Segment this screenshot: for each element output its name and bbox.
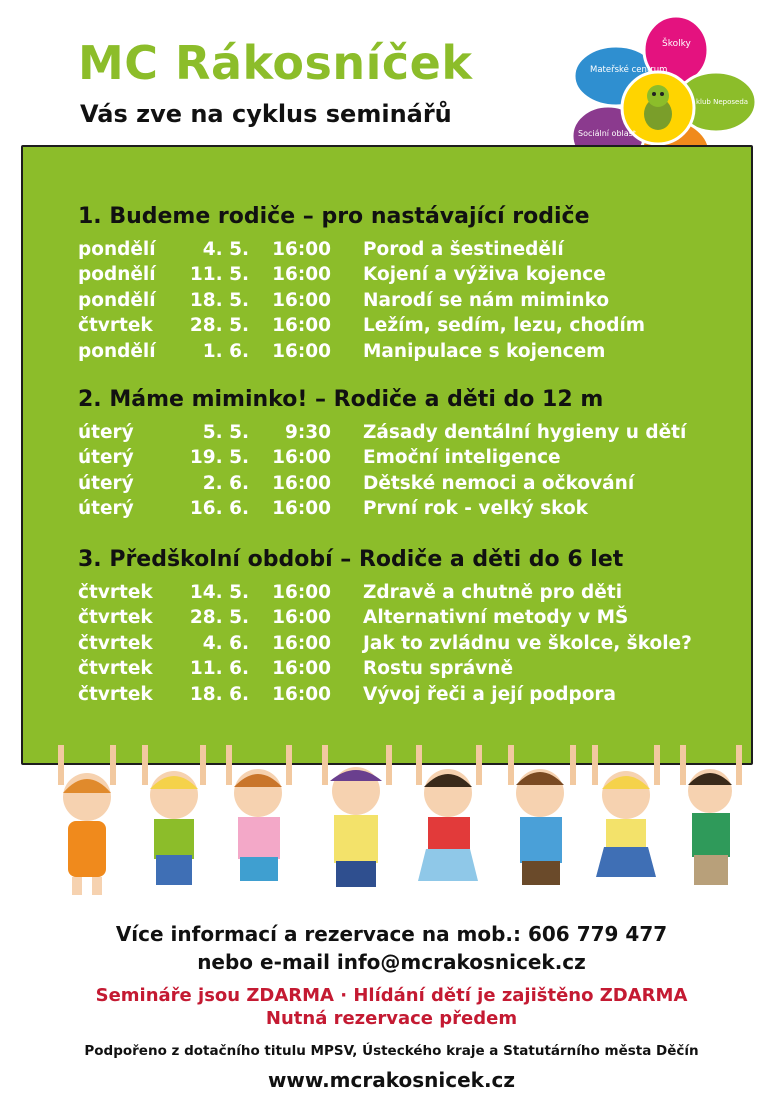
row-date: 18. 6. [189,683,249,705]
schedule-panel [21,145,753,765]
kid-5-illustration [416,745,482,881]
row-topic: Dětské nemoci a očkování [363,472,635,494]
section-3 [78,547,692,709]
free-notice: Semináře jsou ZDARMA · Hlídání dětí je zajištěno ZDARMA [95,985,688,1006]
row-topic: Porod a šestinedělí [363,239,564,260]
row-time: 16:00 [272,264,331,286]
page-subtitle: Vás zve na cyklus seminářů [80,100,452,128]
schedule-row [78,684,623,709]
website-link[interactable]: www.mcrakosnicek.cz [267,1068,516,1092]
row-day: čtvrtek [78,315,153,337]
section-2 [78,387,687,524]
schedule-row [78,447,603,472]
row-topic: Manipulace s kojencem [363,340,606,362]
section-1 [78,204,646,366]
schedule-row [78,315,646,340]
row-topic: Emoční inteligence [363,447,561,469]
reservation-notice: Nutná rezervace předem [265,1008,518,1029]
row-date: 1. 6. [202,340,249,362]
row-date: 4. 5. [202,239,249,260]
section-title: 3. Předškolní období – Rodiče a děti do 6 let [78,547,624,572]
row-time: 16:00 [272,683,331,705]
row-time: 16:00 [272,340,331,362]
logo-label-socialni: Sociální oblast [578,129,636,138]
row-day: pondělí [78,239,156,260]
logo-label-klub: klub Neposeda [696,98,749,106]
support-notice: Podpořeno z dotačního titulu MPSV, Ústeckého kraje a Statutárního města Děčín [84,1043,699,1059]
schedule-row [78,498,603,523]
row-topic: Jak to zvládnu ve školce, škole? [363,632,692,654]
row-date: 28. 5. [189,315,249,337]
schedule-row [78,658,623,683]
logo-label-mc: Mateřské centrum [590,65,668,75]
kid-2-illustration [142,745,206,885]
row-topic: Kojení a výživa kojence [363,264,606,286]
row-day: pondělí [78,340,156,362]
row-time: 16:00 [272,315,331,337]
row-date: 11. 6. [189,658,249,680]
contact-phone: Více informací a rezervace na mob.: 606 779 477 [115,922,668,946]
row-date: 11. 5. [189,264,249,286]
row-topic: Vývoj řeči a její podpora [363,683,617,705]
row-time: 16:00 [272,632,331,654]
contact-email: nebo e-mail info@mcrakosnicek.cz [197,950,586,974]
schedule-row [78,264,606,289]
row-time: 16:00 [272,289,331,311]
kid-1-illustration [58,745,116,895]
row-topic: Narodí se nám miminko [363,289,610,311]
row-day: pondělí [78,289,156,311]
page-title: MC Rákosníček [78,36,473,90]
kid-8-illustration [680,745,742,885]
row-topic: Ležím, sedím, lezu, chodím [363,315,646,337]
row-date: 16. 6. [189,498,249,520]
row-day: úterý [78,422,134,443]
row-time: 16:00 [272,472,331,494]
schedule-row [78,472,635,498]
row-time: 16:00 [272,447,331,469]
schedule-row [78,239,590,264]
row-day: úterý [78,498,134,520]
schedule-row [78,607,629,632]
row-day: čtvrtek [78,632,153,654]
schedule-row [78,340,606,366]
row-day: úterý [78,472,134,494]
row-day: podnělí [78,264,156,286]
row-day: čtvrtek [78,658,153,680]
row-day: čtvrtek [78,582,153,603]
row-time: 9:30 [284,422,331,443]
row-time: 16:00 [272,658,331,680]
row-topic: První rok - velký skok [363,498,588,520]
kid-7-illustration [592,745,660,877]
kids-illustration [30,745,760,905]
row-topic: Alternativní metody v MŠ [363,607,629,629]
row-date: 18. 5. [189,289,249,311]
kid-6-illustration [508,745,576,885]
schedule-row [78,422,687,447]
row-time: 16:00 [272,239,331,260]
section-title: 2. Máme miminko! – Rodiče a děti do 12 m [78,387,604,412]
section-title: 1. Budeme rodiče – pro nastávající rodiče [78,204,590,229]
row-day: úterý [78,447,134,469]
row-date: 5. 5. [202,422,249,443]
row-day: čtvrtek [78,607,153,629]
row-topic: Rostu správně [363,658,514,680]
kid-4-illustration [322,745,392,887]
kid-3-illustration [226,745,292,881]
row-date: 2. 6. [202,472,249,494]
row-date: 28. 5. [189,607,249,629]
frog-mascot-icon [644,85,672,130]
schedule-row [78,632,692,658]
row-day: čtvrtek [78,683,153,705]
schedule-row [78,289,610,315]
row-topic: Zásady dentální hygieny u dětí [363,422,687,443]
row-date: 4. 6. [202,632,249,654]
row-date: 14. 5. [189,582,249,603]
row-time: 16:00 [272,582,331,603]
row-time: 16:00 [272,498,331,520]
logo-label-skolky: Školky [662,39,691,49]
row-time: 16:00 [272,607,331,629]
schedule-row [78,582,623,607]
row-topic: Zdravě a chutně pro děti [363,582,623,603]
row-date: 19. 5. [189,447,249,469]
